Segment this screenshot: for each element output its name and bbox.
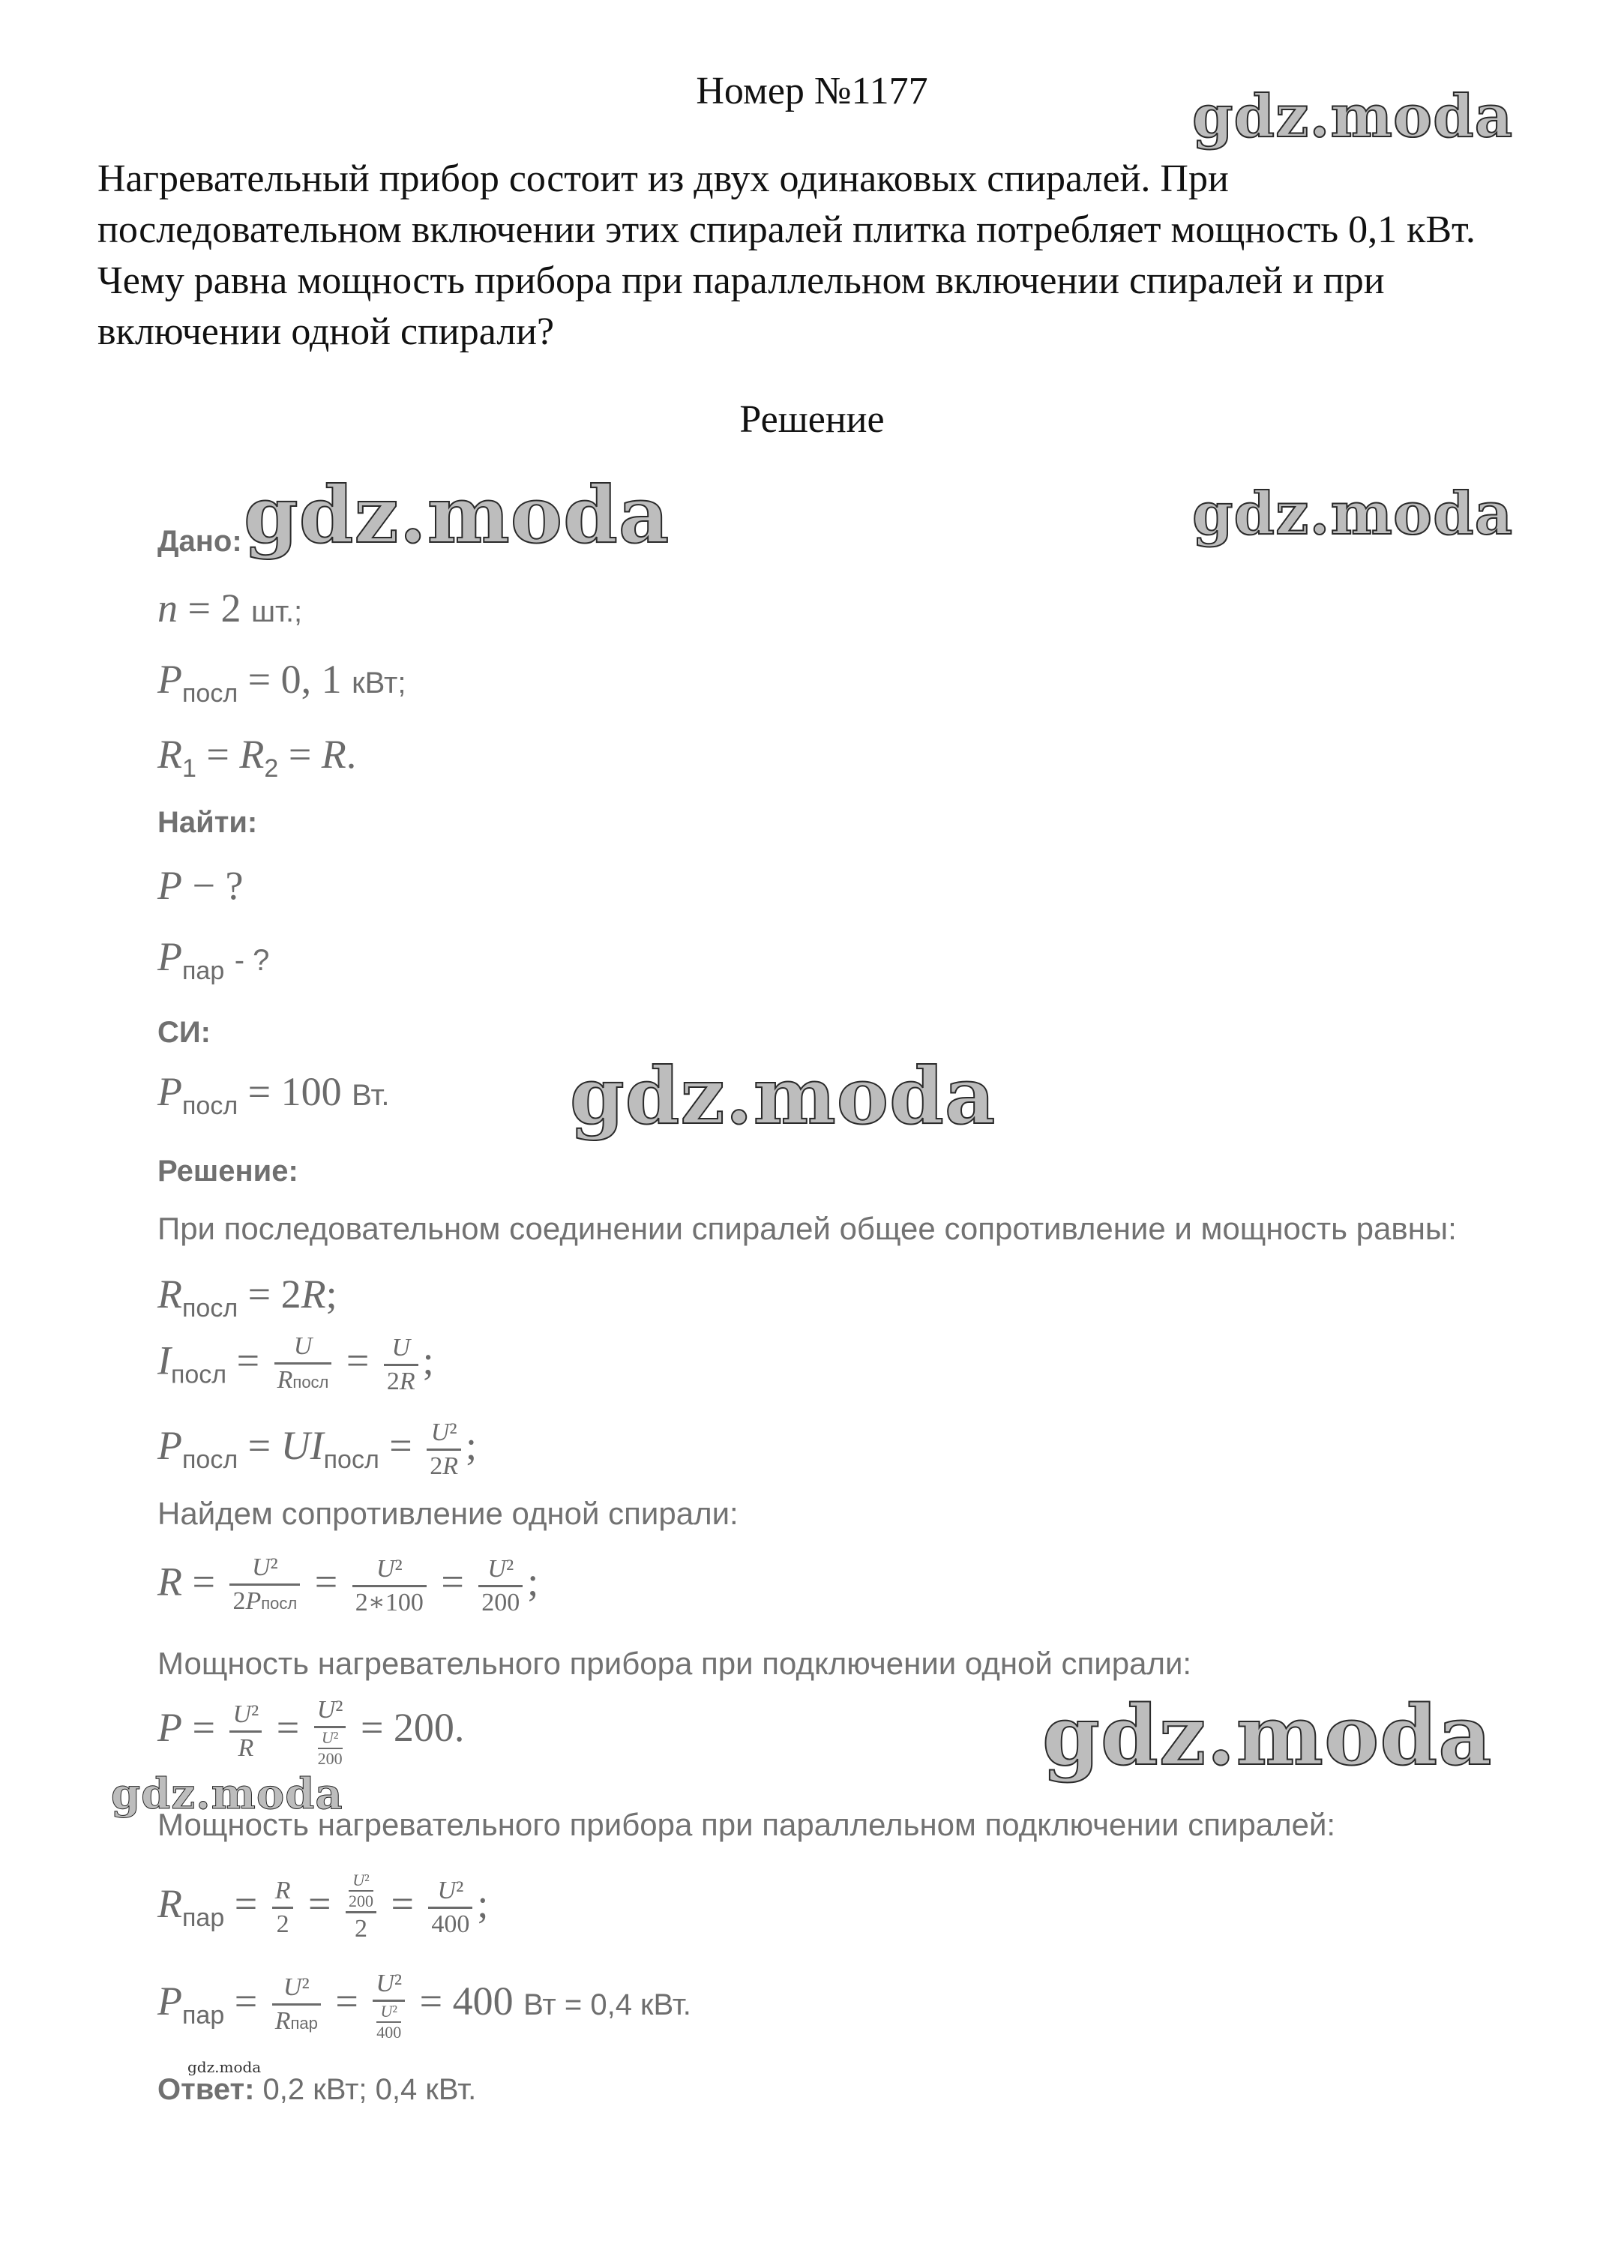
- equation-n: n = 2 шт.;: [157, 586, 303, 631]
- answer-label: Ответ:: [157, 2073, 255, 2106]
- document-number: Номер №1177: [696, 70, 928, 112]
- watermark: gdz.moda: [244, 469, 670, 561]
- si-p-series: $P_{посл} = 100$ Вт.: [157, 1069, 390, 1120]
- watermark: gdz.moda: [1192, 82, 1514, 151]
- equation-i-series: $I_{посл}$ = $\frac{U}{\text{Rпосл}}$ = $\frac{U}{2R}$ ;: [157, 1332, 434, 1395]
- equation-p-series: $P_{посл} = 0$, 1 кВт;: [157, 657, 406, 708]
- watermark: gdz.moda: [187, 2058, 262, 2076]
- find-p-parallel: $P_{пар}$ - ?: [157, 934, 270, 985]
- unit-text: Вт = 0,4 кВт.: [523, 1988, 691, 2021]
- watermark: gdz.moda: [111, 1769, 343, 1819]
- equation-p-parallel: $P_{пар}$ = $\frac{\text{U²}}{\text{Rпар}}$ = $\frac{\text{U²}}{\frac{\text{U²}}{400}}$ = 400 Вт = 0,4 кВт.: [157, 1970, 691, 2042]
- solution-text-2: Найдем сопротивление одной спирали:: [157, 1496, 739, 1531]
- watermark: gdz.moda: [1192, 480, 1514, 548]
- equation-r-series: $R_{посл} = 2R$;: [157, 1272, 337, 1323]
- unit-text: Вт.: [352, 1079, 390, 1112]
- given-label: Дано:: [157, 525, 242, 558]
- solution-heading: Решение: [739, 398, 885, 441]
- unit-text: кВт;: [352, 667, 406, 700]
- solution-text-4: Мощность нагревательного прибора при параллельном подключении спиралей:: [157, 1807, 1336, 1842]
- problem-statement: Нагревательный прибор состоит из двух одинаковых спиралей. При последовательном включении этих спиралей плитка потребляет мощность 0,1 кВт. Чему равна мощность прибора при параллельном включении спиралей и при включении одной спирали?: [97, 157, 1476, 353]
- solution-text-3: Мощность нагревательного прибора при подключении одной спирали:: [157, 1646, 1192, 1681]
- watermark: gdz.moda: [570, 1050, 996, 1142]
- answer-text: 0,2 кВт; 0,4 кВт.: [262, 2073, 477, 2106]
- answer: [157, 2073, 476, 2107]
- equation-p-single: P = $\frac{\text{U²}}{R}$ = $\frac{\text{U²}}{\frac{\text{U²}}{200}}$ = 200.: [157, 1696, 465, 1768]
- equation-p-series-formula: $P_{посл} = UI_{посл}$ = $\frac{\text{U²}}{2R}$ ;: [157, 1419, 478, 1480]
- solution-text-1: При последовательном соединении спиралей общее сопротивление и мощность равны:: [157, 1211, 1457, 1246]
- equation-r-equal: $R_1 = R_2 = R$.: [157, 732, 357, 783]
- solution-label: Решение:: [157, 1155, 298, 1188]
- equation-r-single: R = $\frac{\text{U²}}{\text{2Pпосл}}$ = $\frac{\text{U²}}{2∗100}$ = $\frac{\text{U²}}{200}$ ;: [157, 1553, 539, 1616]
- unit-text: шт.;: [250, 595, 303, 628]
- find-p: P − ?: [157, 863, 244, 908]
- equation-r-parallel: $R_{пар}$ = $\frac{R}{2}$ = $\frac{\frac{\text{U²}}{200}}{2}$ = $\frac{\text{U²}}{400}$ ;: [157, 1871, 489, 1943]
- si-label: СИ:: [157, 1016, 211, 1049]
- watermark: gdz.moda: [1042, 1687, 1493, 1784]
- find-label: Найти:: [157, 806, 258, 839]
